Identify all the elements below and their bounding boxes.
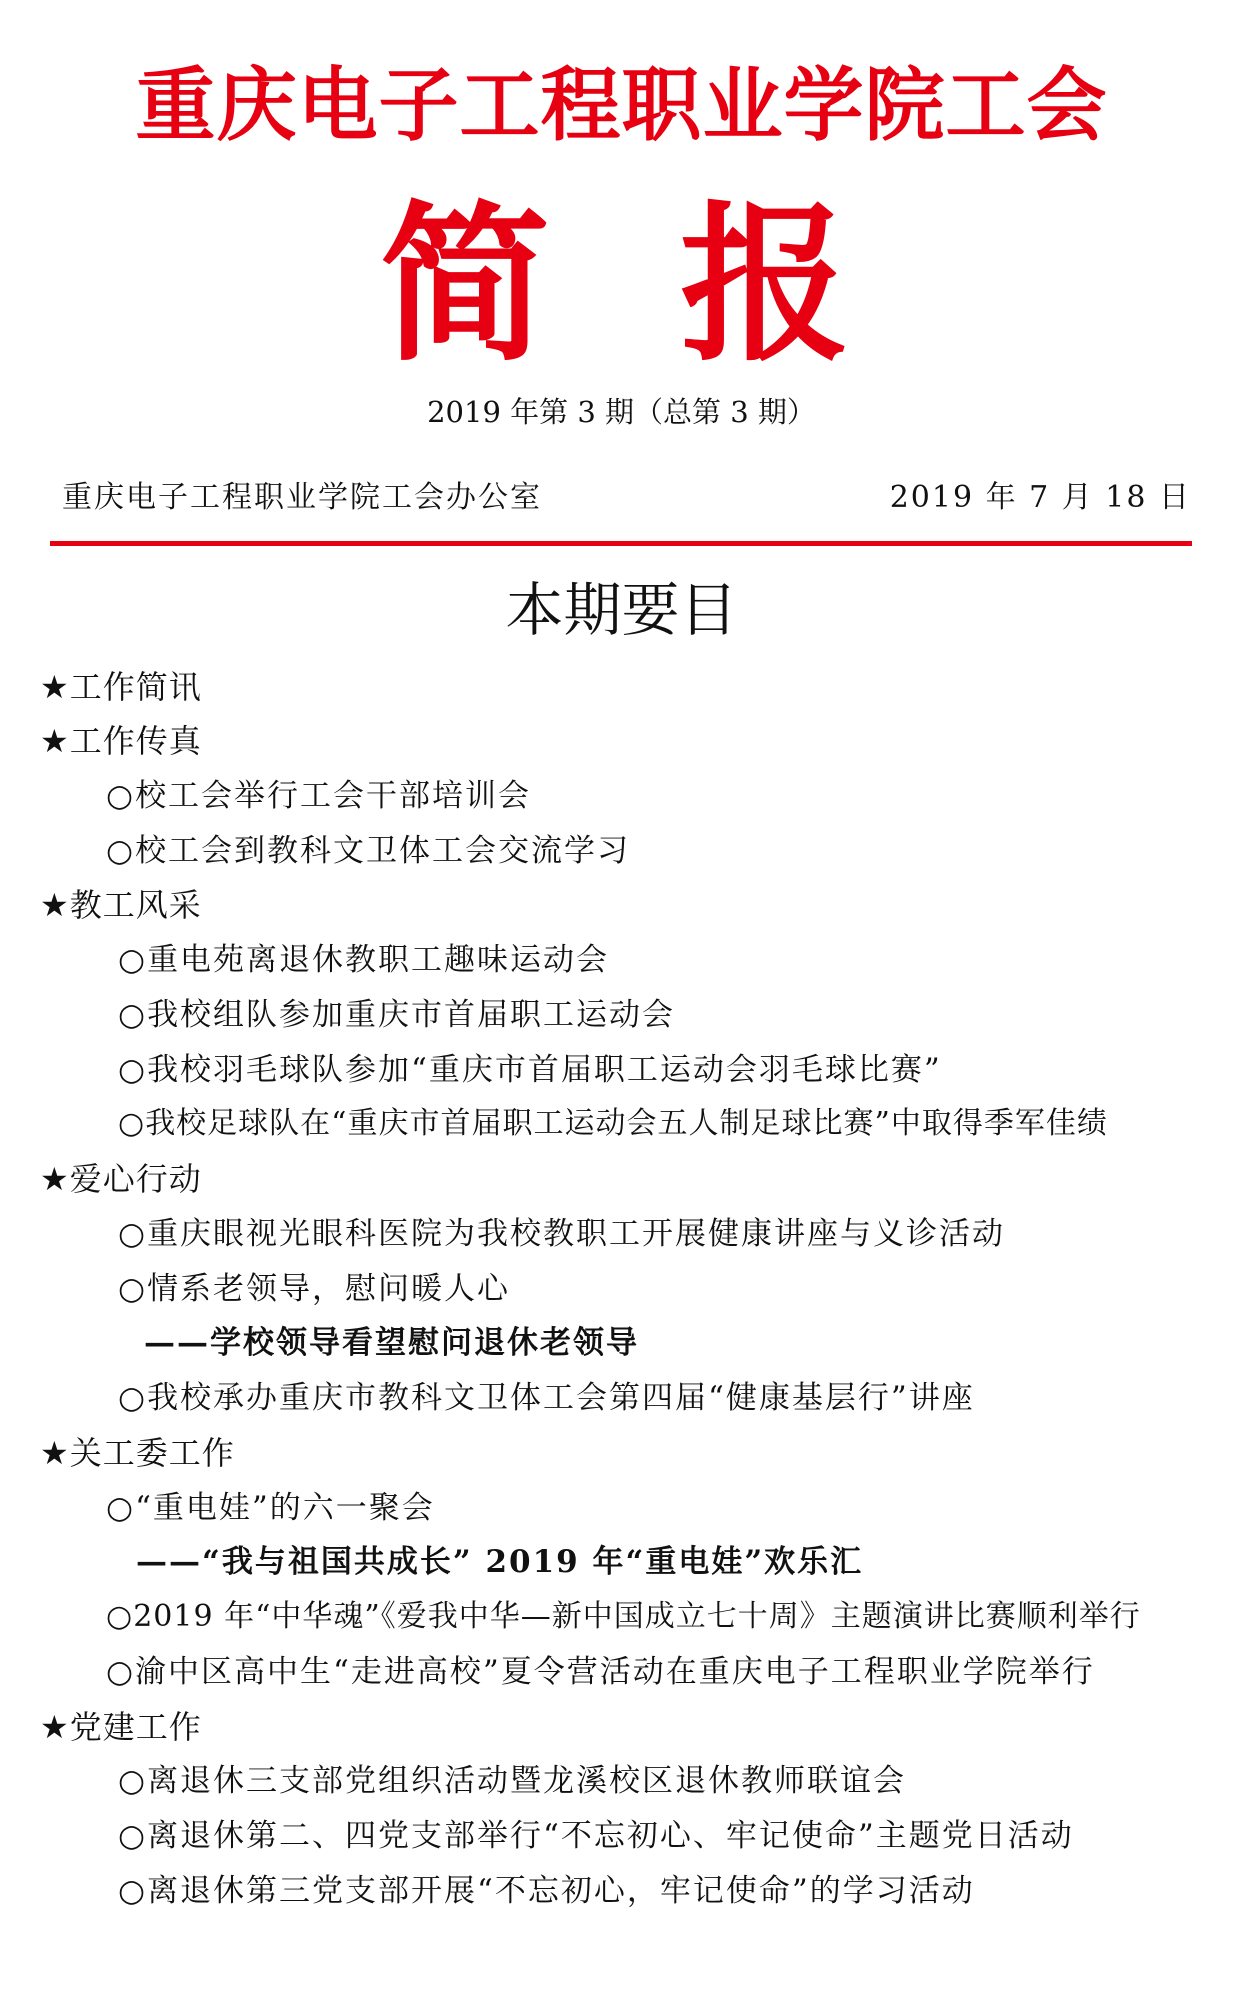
toc-category-label: 党建工作 [69, 1708, 202, 1746]
circle-icon: ○ [118, 1380, 148, 1416]
toc-category-label: 工作传真 [69, 722, 202, 760]
toc-item [118, 1207, 1005, 1261]
toc-item-label: “重电娃”的六一聚会 [135, 1490, 435, 1526]
toc-item-label: 离退休三支部党组织活动暨龙溪校区退休教师联谊会 [147, 1763, 907, 1799]
circle-icon: ○ [118, 1873, 148, 1909]
toc-item-label: 我校承办重庆市教科文卫体工会第四届“健康基层行”讲座 [147, 1380, 975, 1416]
issue-date: 2019 年 7 月 18 日 [889, 480, 1191, 515]
toc-item-label: 情系老领导，慰问暖人心 [147, 1271, 511, 1307]
toc-category [40, 1426, 235, 1480]
circle-icon: ○ [118, 1271, 148, 1307]
circle-icon: ○ [118, 1818, 148, 1854]
masthead-right-char: 报 [680, 185, 851, 385]
toc-item [118, 988, 675, 1042]
circle-icon: ○ [118, 1216, 148, 1252]
toc-subtitle-label: ——学校领导看望慰问退休老领导 [144, 1325, 639, 1361]
circle-icon: ○ [106, 1599, 134, 1634]
toc-category [40, 1700, 202, 1754]
toc-item [118, 1262, 510, 1316]
toc-item [106, 1481, 435, 1535]
circle-icon: ○ [118, 1052, 148, 1088]
toc-item-label: 2019 年“中华魂”《爱我中华—新中国成立七十周》主题演讲比赛顺利举行 [133, 1599, 1141, 1634]
star-icon: ★ [40, 1434, 70, 1472]
toc-item-label: 我校羽毛球队参加“重庆市首届职工运动会羽毛球比赛” [147, 1052, 942, 1088]
star-icon: ★ [40, 886, 70, 924]
toc-item [106, 1645, 1095, 1699]
toc-category [40, 878, 202, 932]
circle-icon: ○ [106, 778, 136, 814]
star-icon: ★ [40, 722, 70, 760]
toc-item [118, 1043, 942, 1097]
toc-item [106, 824, 630, 878]
toc-category-label: 爱心行动 [69, 1160, 202, 1198]
toc-category-label: 工作简讯 [69, 668, 202, 706]
toc-item [118, 1097, 1108, 1151]
toc-category [40, 714, 202, 768]
toc-item-label: 重电苑离退休教职工趣味运动会 [147, 942, 610, 978]
toc-item [118, 933, 609, 987]
section-heading: 本期要目 [505, 576, 738, 644]
office-name: 重庆电子工程职业学院工会办公室 [62, 480, 542, 515]
toc-item-label: 我校足球队在“重庆市首届职工运动会五人制足球比赛”中取得季军佳绩 [145, 1106, 1108, 1141]
toc-item [118, 1754, 906, 1808]
star-icon: ★ [40, 1708, 70, 1746]
circle-icon: ○ [118, 1763, 148, 1799]
toc-category-label: 教工风采 [69, 886, 202, 924]
toc-item [106, 1590, 1141, 1644]
toc-item-label: 我校组队参加重庆市首届职工运动会 [147, 997, 676, 1033]
toc-item [106, 769, 531, 823]
org-title: 重庆电子工程职业学院工会 [135, 59, 1108, 152]
star-icon: ★ [40, 668, 70, 706]
toc-category-label: 关工委工作 [69, 1434, 235, 1472]
toc-item-label: 离退休第二、四党支部举行“不忘初心、牢记使命”主题党日活动 [147, 1818, 1074, 1854]
issue-line: 2019 年第 3 期（总第 3 期） [427, 395, 816, 429]
circle-icon: ○ [118, 1106, 146, 1141]
circle-icon: ○ [118, 942, 148, 978]
toc-category [40, 1152, 202, 1206]
circle-icon: ○ [106, 1654, 136, 1690]
toc-item-label: 离退休第三党支部开展“不忘初心，牢记使命”的学习活动 [147, 1873, 975, 1909]
red-divider [50, 541, 1192, 546]
circle-icon: ○ [106, 1490, 136, 1526]
toc-item-label: 校工会举行工会干部培训会 [135, 778, 532, 814]
toc-item-label: 重庆眼视光眼科医院为我校教职工开展健康讲座与义诊活动 [147, 1216, 1006, 1252]
toc-subtitle [136, 1535, 863, 1589]
star-icon: ★ [40, 1160, 70, 1198]
toc-subtitle-label: ——“我与祖国共成长” 2019 年“重电娃”欢乐汇 [136, 1544, 864, 1580]
toc-item [118, 1371, 975, 1425]
toc-item [118, 1864, 975, 1918]
toc-item-label: 校工会到教科文卫体工会交流学习 [135, 833, 631, 869]
toc-item-label: 渝中区高中生“走进高校”夏令营活动在重庆电子工程职业学院举行 [135, 1654, 1095, 1690]
toc-category [40, 660, 202, 714]
masthead-left-char: 简 [380, 185, 551, 385]
toc-item [118, 1809, 1074, 1863]
toc-subtitle [144, 1316, 639, 1370]
circle-icon: ○ [118, 997, 148, 1033]
circle-icon: ○ [106, 833, 136, 869]
